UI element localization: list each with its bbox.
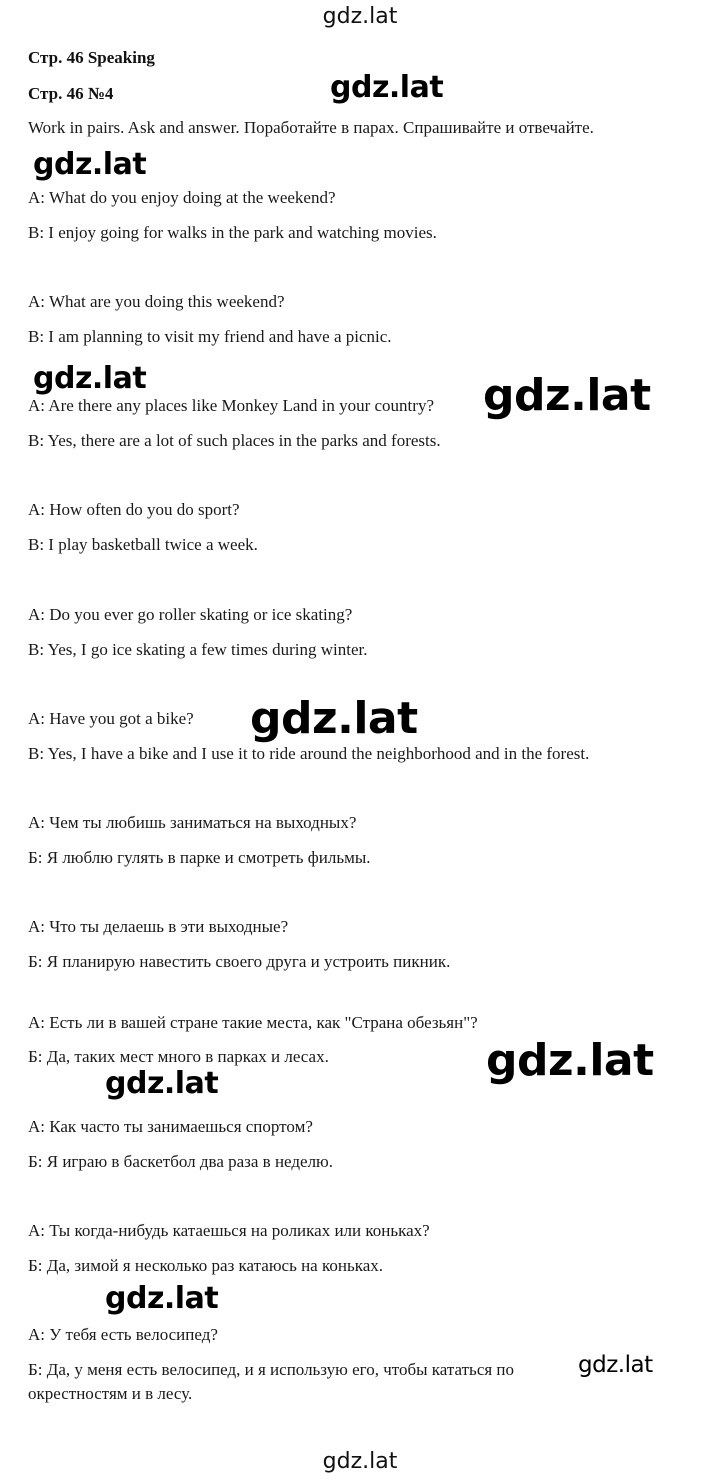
dialogue-line: Б: Я люблю гулять в парке и смотреть фильмы. — [28, 848, 371, 867]
dialogue-line: A: Have you got a bike? — [28, 709, 194, 728]
dialogue-line: А: У тебя есть велосипед? — [28, 1325, 218, 1344]
watermark: gdz.lat — [250, 693, 418, 744]
site-footer: gdz.lat — [322, 1449, 398, 1474]
dialogue-line: A: Do you ever go roller skating or ice skating? — [28, 605, 353, 624]
dialogue-line: B: Yes, there are a lot of such places in the parks and forests. — [28, 431, 441, 450]
dialogue-line: Б: Да, у меня есть велосипед, и я использую его, чтобы кататься по — [28, 1360, 515, 1379]
dialogue-line: B: I am planning to visit my friend and have a picnic. — [28, 327, 392, 346]
exercise-heading: Стр. 46 №4 — [28, 84, 114, 103]
dialogue-line: А: Чем ты любишь заниматься на выходных? — [28, 813, 357, 832]
dialogue-line: Б: Да, зимой я несколько раз катаюсь на коньках. — [28, 1256, 384, 1275]
dialogue-line: B: I play basketball twice a week. — [28, 535, 258, 554]
dialogue-line: А: Что ты делаешь в эти выходные? — [28, 917, 289, 936]
page-heading: Стр. 46 Speaking — [28, 48, 155, 67]
dialogue-line: B: Yes, I have a bike and I use it to ride around the neighborhood and in the forest. — [28, 744, 590, 763]
dialogue-line: Б: Я планирую навестить своего друга и устроить пикник. — [28, 952, 451, 971]
watermark: gdz.lat — [578, 1352, 653, 1378]
watermark: gdz.lat — [105, 1281, 219, 1316]
site-header: gdz.lat — [322, 4, 398, 29]
dialogue-line: B: I enjoy going for walks in the park and watching movies. — [28, 223, 437, 242]
dialogue-line: Б: Я играю в баскетбол два раза в неделю. — [28, 1152, 334, 1171]
dialogue-line: окрестностям и в лесу. — [28, 1384, 193, 1403]
dialogue-line: А: Ты когда-нибудь катаешься на роликах или коньках? — [28, 1221, 430, 1240]
watermark: gdz.lat — [486, 1035, 654, 1086]
dialogue-line: А: Как часто ты занимаешься спортом? — [28, 1117, 313, 1136]
dialogue-line: A: How often do you do sport? — [28, 500, 240, 519]
watermark: gdz.lat — [33, 361, 147, 396]
watermark: gdz.lat — [105, 1066, 219, 1101]
watermark: gdz.lat — [330, 70, 444, 105]
dialogue-line: A: What do you enjoy doing at the weekend? — [28, 188, 336, 207]
dialogue-line: A: Are there any places like Monkey Land in your country? — [28, 396, 434, 415]
dialogue-line: A: What are you doing this weekend? — [28, 292, 285, 311]
dialogue-line: А: Есть ли в вашей стране такие места, как "Страна обезьян"? — [28, 1013, 478, 1032]
watermark: gdz.lat — [483, 370, 651, 421]
instruction-text: Work in pairs. Ask and answer. Поработайте в парах. Спрашивайте и отвечайте. — [28, 118, 594, 137]
watermark: gdz.lat — [33, 147, 147, 182]
dialogue-line: Б: Да, таких мест много в парках и лесах. — [28, 1047, 329, 1066]
dialogue-line: B: Yes, I go ice skating a few times during winter. — [28, 640, 368, 659]
